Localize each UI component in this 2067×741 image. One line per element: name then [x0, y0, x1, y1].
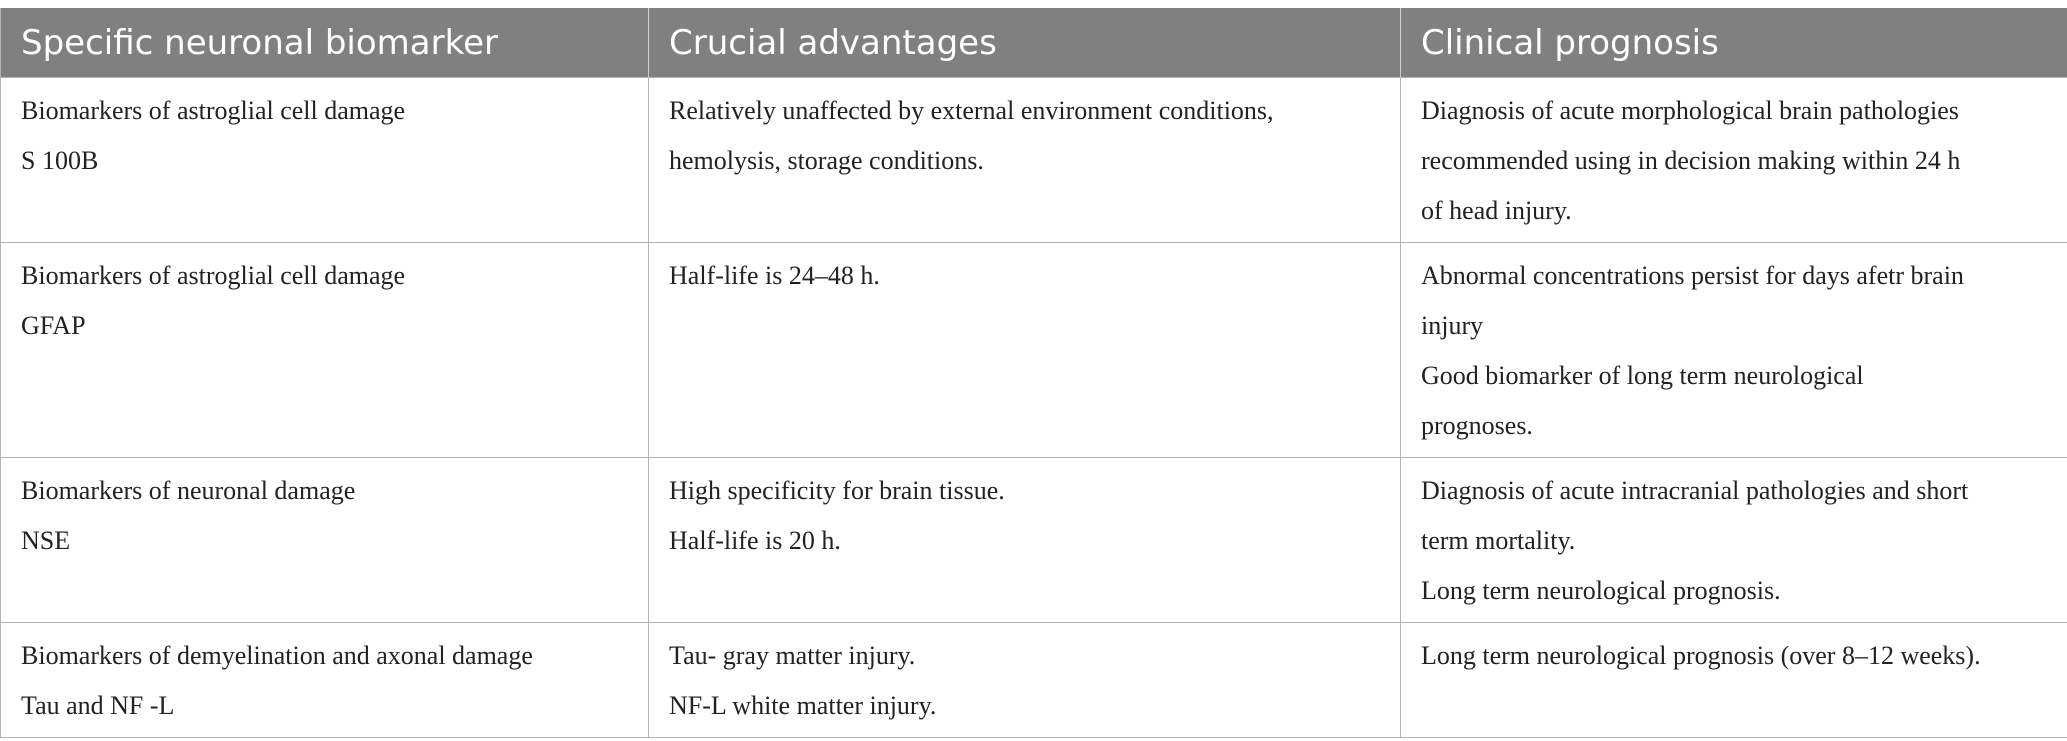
cell-line: of head injury.: [1421, 196, 1572, 225]
cell-line: Long term neurological prognosis.: [1421, 576, 1781, 605]
header-advantages: Crucial advantages: [649, 8, 1401, 78]
biomarker-cell: [1, 78, 649, 243]
cell-line: Half-life is 20 h.: [669, 526, 841, 555]
cell-line: NF-L white matter injury.: [669, 691, 937, 720]
header-prognosis: Clinical prognosis: [1401, 8, 2067, 78]
cell-line: Biomarkers of demyelination and axonal damage: [21, 641, 533, 670]
table-body: [1, 78, 2067, 738]
prognosis-cell: [1401, 623, 2067, 738]
advantages-cell: [649, 243, 1401, 458]
advantages-cell: [649, 458, 1401, 623]
cell-line: High specificity for brain tissue.: [669, 476, 1005, 505]
biomarker-table: [0, 8, 2067, 738]
cell-line: hemolysis, storage conditions.: [669, 146, 984, 175]
advantages-cell: [649, 78, 1401, 243]
cell-line: term mortality.: [1421, 526, 1576, 555]
cell-line: Half-life is 24–48 h.: [669, 261, 880, 290]
header-biomarker: Specific neuronal biomarker: [1, 8, 649, 78]
biomarker-table-container: [0, 8, 2067, 738]
cell-line: Biomarkers of astroglial cell damage: [21, 261, 406, 290]
cell-line: Biomarkers of neuronal damage: [21, 476, 356, 505]
advantages-cell: [649, 623, 1401, 738]
cell-line: Tau- gray matter injury.: [669, 641, 916, 670]
table-row: [1, 78, 2067, 243]
prognosis-cell: [1401, 78, 2067, 243]
table-header: [1, 8, 2067, 78]
cell-line: Diagnosis of acute intracranial pathologies and short: [1421, 476, 1969, 505]
biomarker-cell: [1, 458, 649, 623]
cell-line: Good biomarker of long term neurological: [1421, 361, 1864, 390]
table-row: [1, 243, 2067, 458]
prognosis-cell: [1401, 243, 2067, 458]
cell-line: Tau and NF -L: [21, 691, 175, 720]
biomarker-cell: [1, 623, 649, 738]
biomarker-cell: [1, 243, 649, 458]
cell-line: recommended using in decision making within 24 h: [1421, 146, 1961, 175]
cell-line: injury: [1421, 311, 1484, 340]
cell-line: Biomarkers of astroglial cell damage: [21, 96, 406, 125]
prognosis-cell: [1401, 458, 2067, 623]
cell-line: S 100B: [21, 146, 99, 175]
header-row: [1, 8, 2067, 78]
cell-line: Diagnosis of acute morphological brain pathologies: [1421, 96, 1959, 125]
table-row: [1, 623, 2067, 738]
cell-line: prognoses.: [1421, 411, 1533, 440]
cell-line: NSE: [21, 526, 71, 555]
cell-line: Abnormal concentrations persist for days afetr brain: [1421, 261, 1964, 290]
table-row: [1, 458, 2067, 623]
cell-line: GFAP: [21, 311, 86, 340]
cell-line: Long term neurological prognosis (over 8–12 weeks).: [1421, 641, 1981, 670]
cell-line: Relatively unaffected by external environment conditions,: [669, 96, 1274, 125]
